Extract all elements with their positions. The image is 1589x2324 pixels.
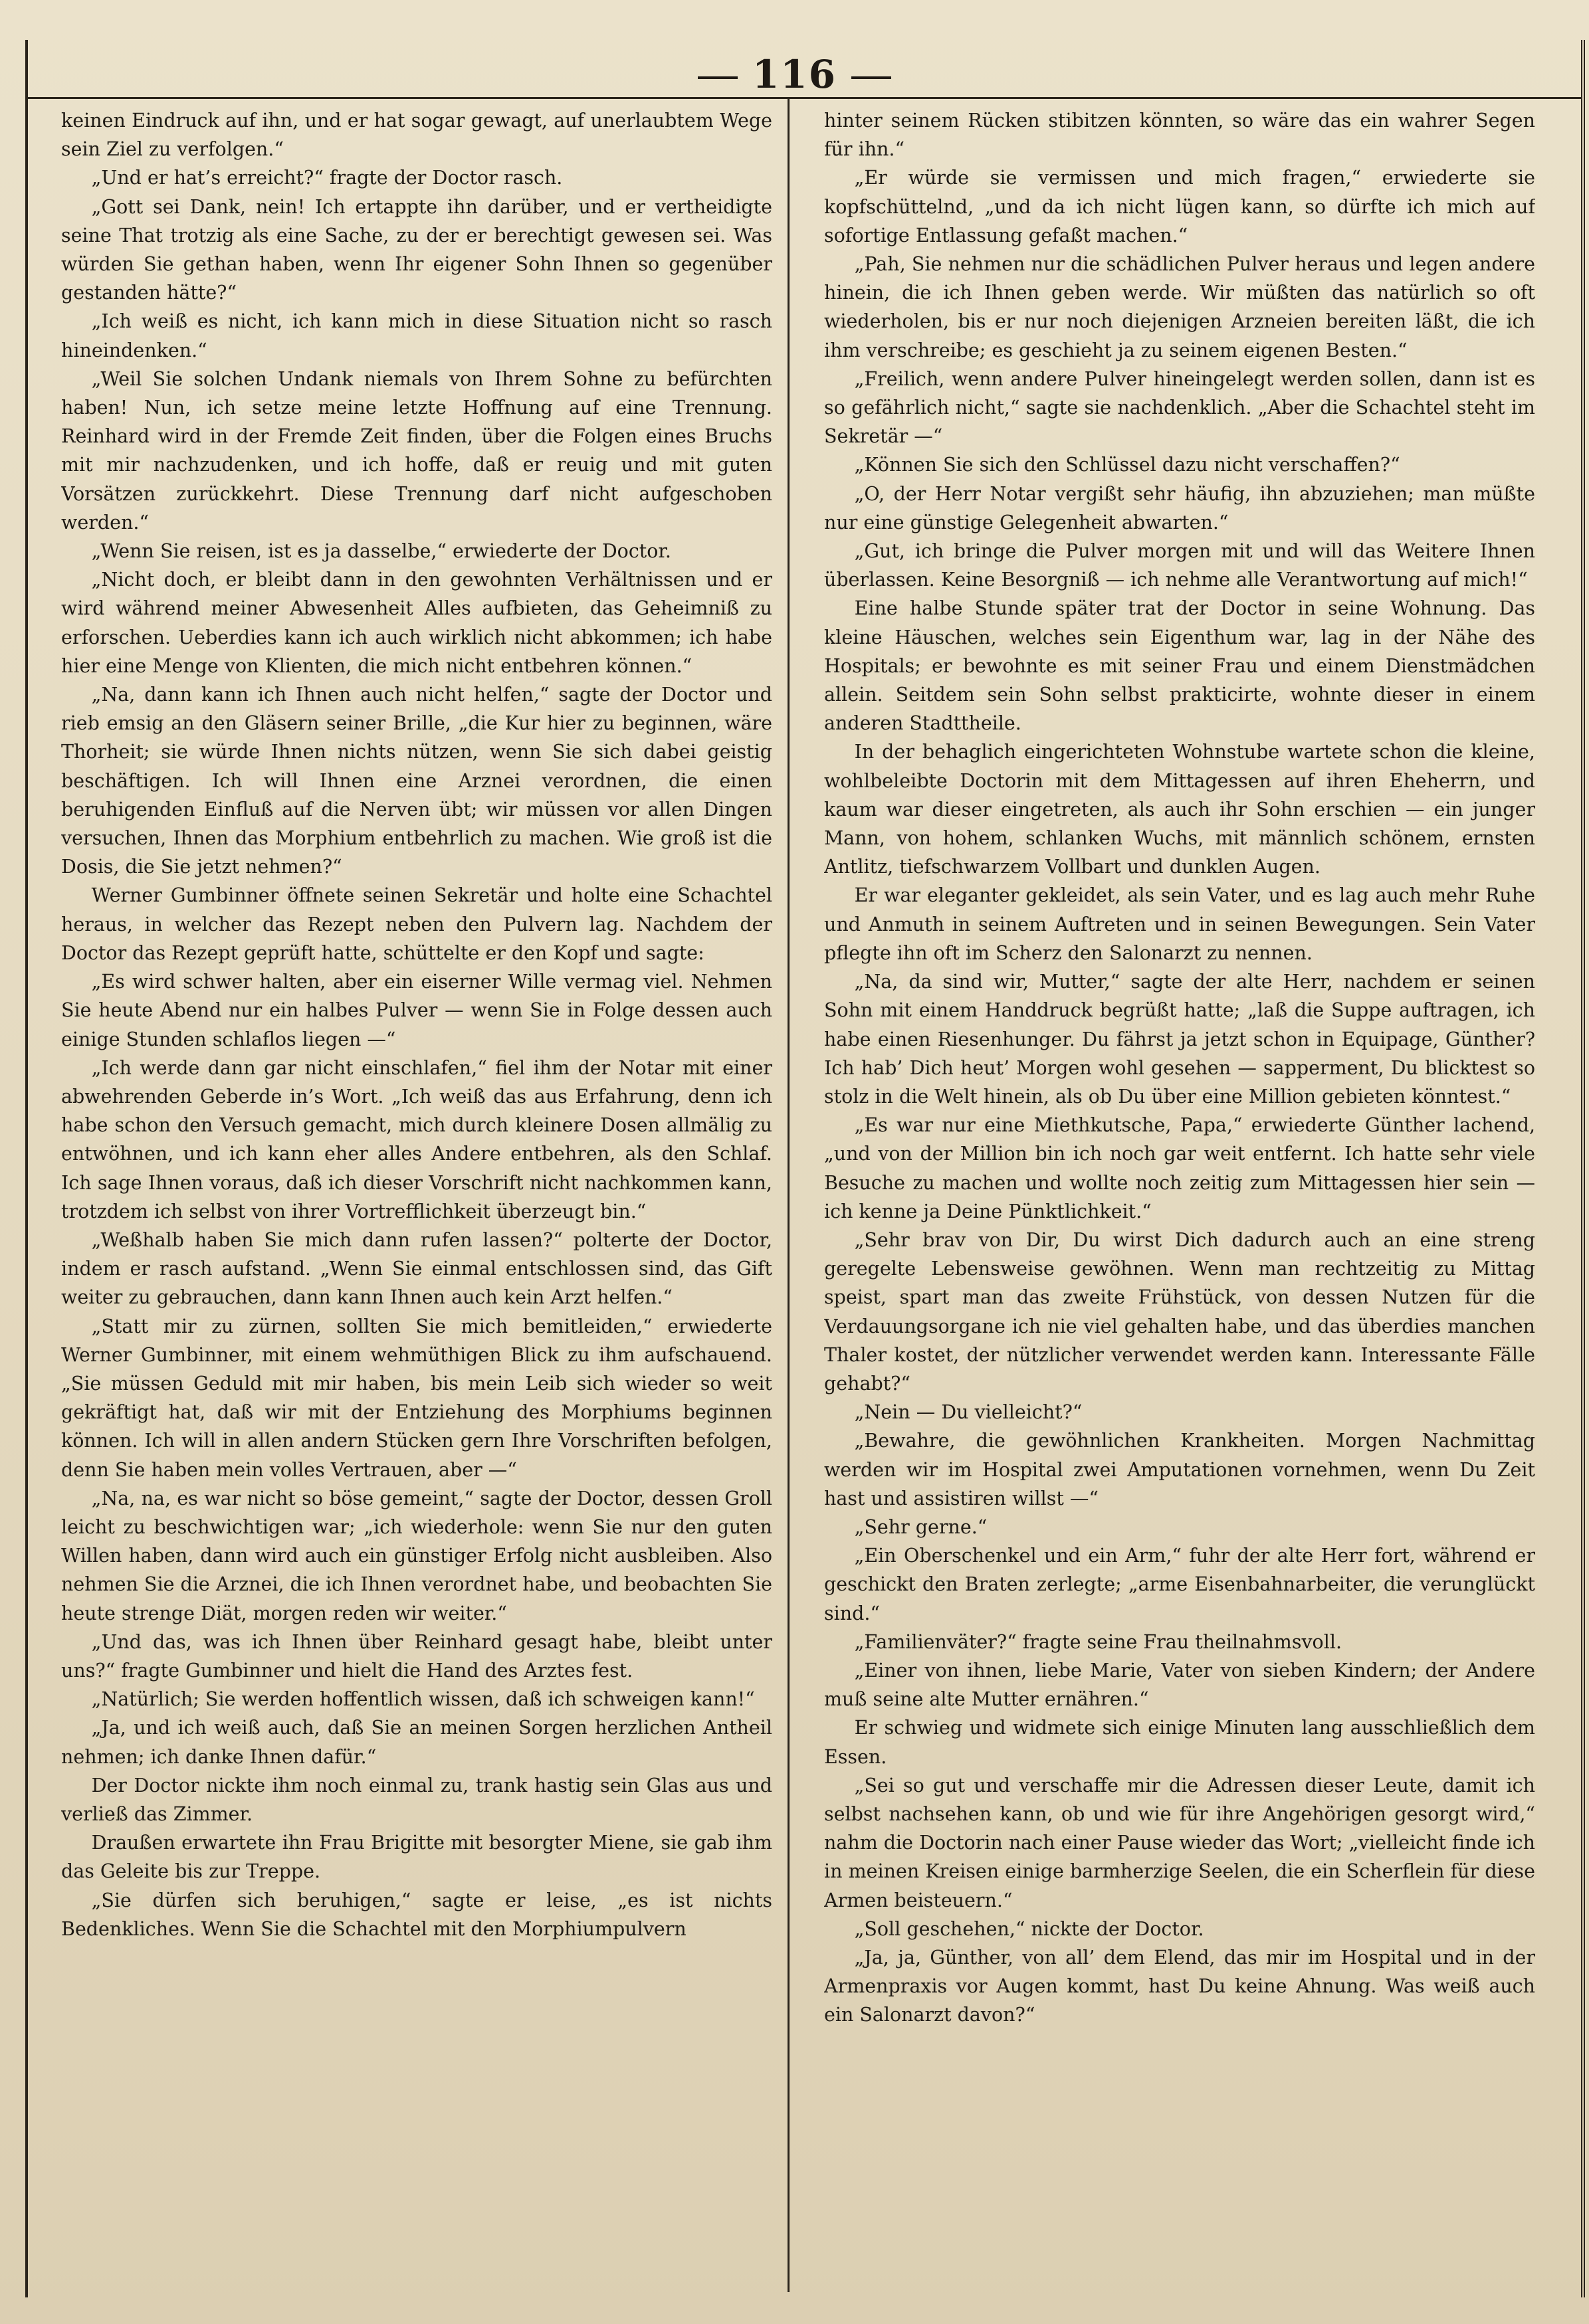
paragraph: „Natürlich; Sie werden hoffentlich wissen, daß ich schweigen kann!“ [91, 1688, 755, 1711]
paragraph: „Sie dürfen sich beruhigen,“ sagte er leise, „es ist nichts Bedenkliches. Wenn Sie die Schachtel mit den Morphiumpulvern [61, 1889, 772, 1940]
paragraph: „Weßhalb haben Sie mich dann rufen lassen?“ polterte der Doctor, indem er rasch aufstand. „Wenn Sie einmal entschlossen sind, das Gift weiter zu gebrauchen, dann kann Ihnen auch kein Arzt helfen.“ [61, 1228, 772, 1309]
right-column [824, 106, 1535, 2292]
header-dash-left [698, 76, 738, 79]
paragraph: „Und er hat’s erreicht?“ fragte der Doctor rasch. [91, 167, 563, 189]
paragraph: „O, der Herr Notar vergißt sehr häufig, ihn abzuziehen; man müßte nur eine günstige Gelegenheit abwarten.“ [824, 482, 1535, 533]
paragraph: „Ich werde dann gar nicht einschlafen,“ fiel ihm der Notar mit einer abwehrenden Geberde in’s Wort. „Ich weiß das aus Erfahrung, denn ich habe schon den Versuch gemacht, mich durch kleinere Dosen allmälig zu entwöhnen, und ich kann eher alles Andere entbehren, als den Schlaf. Ich sage Ihnen voraus, daß ich dieser Vorschrift nicht nachkommen kann, trotzdem ich selbst von ihrer Vortrefflichkeit überzeugt bin.“ [61, 1056, 772, 1222]
paragraph: „Sehr brav von Dir, Du wirst Dich dadurch auch an eine streng geregelte Lebensweise gewöhnen. Wenn man rechtzeitig zu Mittag speist, spart man das zweite Frühstück, von dessen Nutzen für die Verdauungsorgane ich nie viel gehalten habe, und das überdies manchen Thaler kostet, der nützlicher verwendet werden kann. Interessante Fälle gehabt?“ [824, 1228, 1535, 1395]
left-border-rule [25, 40, 28, 2297]
right-border-rule [1581, 40, 1585, 2297]
paragraph: Werner Gumbinner öffnete seinen Sekretär und holte eine Schachtel heraus, in welcher das Rezept neben den Pulvern lag. Nachdem der Doctor das Rezept geprüft hatte, schüttelte er den Kopf und sagte: [61, 884, 772, 964]
paragraph: Eine halbe Stunde später trat der Doctor in seine Wohnung. Das kleine Häuschen, welches sein Eigenthum war, lag in der Nähe des Hospitals; er bewohnte es mit seiner Frau und einem Dienstmädchen allein. Seitdem sein Sohn selbst prakticirte, wohnte dieser in einem anderen Stadttheile. [824, 597, 1535, 735]
paragraph: „Sei so gut und verschaffe mir die Adressen dieser Leute, damit ich selbst nachsehen kann, ob und wie für ihre Angehörigen gesorgt wird,“ nahm die Doctorin nach einer Pause wieder das Wort; „vielleicht finde ich in meinen Kreisen einige barmherzige Seelen, die ein Scherflein für diese Armen beisteuern.“ [824, 1774, 1535, 1911]
header-rule [25, 97, 1582, 99]
paragraph: „Na, na, es war nicht so böse gemeint,“ sagte der Doctor, dessen Groll leicht zu beschwichtigen war; „ich wiederhole: wenn Sie nur den guten Willen haben, dann wird auch ein günstiger Erfolg nicht ausbleiben. Also nehmen Sie die Arznei, die ich Ihnen verordnet habe, und beobachten Sie heute strenge Diät, morgen reden wir weiter.“ [61, 1487, 772, 1624]
paragraph: Der Doctor nickte ihm noch einmal zu, trank hastig sein Glas aus und verließ das Zimmer. [61, 1774, 772, 1825]
paragraph: Draußen erwartete ihn Frau Brigitte mit besorgter Miene, sie gab ihm das Geleite bis zur Treppe. [61, 1832, 772, 1883]
paragraph: „Einer von ihnen, liebe Marie, Vater von sieben Kindern; der Andere muß seine alte Mutter ernähren.“ [824, 1659, 1535, 1711]
paragraph: „Soll geschehen,“ nickte der Doctor. [854, 1917, 1204, 1940]
paragraph: „Freilich, wenn andere Pulver hineingelegt werden sollen, dann ist es so gefährlich nicht,“ sagte sie nachdenklich. „Aber die Schachtel steht im Sekretär —“ [824, 367, 1535, 448]
column-divider [788, 98, 790, 2292]
header-dash-right [851, 76, 891, 79]
paragraph: „Weil Sie solchen Undank niemals von Ihrem Sohne zu befürchten haben! Nun, ich setze meine letzte Hoffnung auf eine Trennung. Reinhard wird in der Fremde Zeit finden, über die Folgen eines Bruchs mit mir nachzudenken, und ich hoffe, daß er reuig und mit guten Vorsätzen zurückkehrt. Diese Trennung darf nicht aufgeschoben werden.“ [61, 367, 772, 533]
paragraph: „Ja, und ich weiß auch, daß Sie an meinen Sorgen herzlichen Antheil nehmen; ich danke Ihnen dafür.“ [61, 1717, 772, 1768]
page-header [0, 48, 1589, 101]
paragraph: keinen Eindruck auf ihn, und er hat sogar gewagt, auf unerlaubtem Wege sein Ziel zu verfolgen.“ [61, 110, 772, 161]
paragraph: „Ein Oberschenkel und ein Arm,“ fuhr der alte Herr fort, während er geschickt den Braten zerlegte; „arme Eisenbahnarbeiter, die verunglückt sind.“ [824, 1545, 1535, 1624]
paragraph: „Nicht doch, er bleibt dann in den gewohnten Verhältnissen und er wird während meiner Abwesenheit Alles aufbieten, das Geheimniß zu erforschen. Ueberdies kann ich auch wirklich nicht abkommen; ich habe hier eine Menge von Klienten, die mich nicht entbehren können.“ [61, 569, 772, 677]
paragraph: „Es wird schwer halten, aber ein eiserner Wille vermag viel. Nehmen Sie heute Abend nur ein halbes Pulver — wenn Sie in Folge dessen auch einige Stunden schlaflos liegen —“ [61, 971, 772, 1050]
left-column [61, 106, 772, 2292]
paragraph: „Na, da sind wir, Mutter,“ sagte der alte Herr, nachdem er seinen Sohn mit einem Handdruck begrüßt hatte; „laß die Suppe auftragen, ich habe einen Riesenhunger. Du fährst ja jetzt schon in Equipage, Günther? Ich hab’ Dich heut’ Morgen wohl gesehen — sapperment, Du blicktest so stolz in die Welt hinein, als ob Du über eine Million gebieten könntest.“ [824, 971, 1535, 1108]
paragraph: „Ich weiß es nicht, ich kann mich in diese Situation nicht so rasch hineindenken.“ [61, 310, 772, 361]
paragraph: Er schwieg und widmete sich einige Minuten lang ausschließlich dem Essen. [824, 1717, 1535, 1768]
paragraph: „Bewahre, die gewöhnlichen Krankheiten. Morgen Nachmittag werden wir im Hospital zwei Amputationen vornehmen, wenn Du Zeit hast und assistiren willst —“ [824, 1430, 1535, 1509]
paragraph: „Ja, ja, Günther, von all’ dem Elend, das mir im Hospital und in der Armenpraxis vor Augen kommt, hast Du keine Ahnung. Was weiß auch ein Salonarzt davon?“ [824, 1947, 1535, 2026]
paragraph: „Familienväter?“ fragte seine Frau theilnahmsvoll. [854, 1630, 1342, 1653]
paragraph: „Sehr gerne.“ [854, 1515, 988, 1538]
paragraph: Er war eleganter gekleidet, als sein Vater, und es lag auch mehr Ruhe und Anmuth in seinem Auftreten und in seinen Bewegungen. Sein Vater pflegte ihn oft im Scherz den Salonarzt zu nennen. [824, 884, 1535, 964]
paragraph: „Wenn Sie reisen, ist es ja dasselbe,“ erwiederte der Doctor. [91, 540, 671, 563]
paragraph: „Und das, was ich Ihnen über Reinhard gesagt habe, bleibt unter uns?“ fragte Gumbinner und hielt die Hand des Arztes fest. [61, 1630, 772, 1682]
paragraph: „Statt mir zu zürnen, sollten Sie mich bemitleiden,“ erwiederte Werner Gumbinner, mit einem wehmüthigen Blick zu ihm aufschauend. „Sie müssen Geduld mit mir haben, bis mein Leib sich wieder so weit gekräftigt hat, daß wir mit der Entziehung des Morphiums beginnen können. Ich will in allen andern Stücken gern Ihre Vorschriften befolgen, denn Sie haben mein volles Vertrauen, aber —“ [61, 1315, 772, 1481]
paragraph: „Gut, ich bringe die Pulver morgen mit und will das Weitere Ihnen überlassen. Keine Besorgniß — ich nehme alle Verantwortung auf mich!“ [824, 540, 1535, 591]
paragraph: „Er würde sie vermissen und mich fragen,“ erwiederte sie kopfschüttelnd, „und da ich nicht lügen kann, so dürfte ich mich auf sofortige Entlassung gefaßt machen.“ [824, 167, 1535, 246]
page-number: 116 [752, 52, 837, 97]
paragraph: „Na, dann kann ich Ihnen auch nicht helfen,“ sagte der Doctor und rieb emsig an den Gläsern seiner Brille, „die Kur hier zu beginnen, wäre Thorheit; sie würde Ihnen nichts nützen, wenn Sie sich dabei geistig beschäftigen. Ich will Ihnen eine Arznei verordnen, die einen beruhigenden Einfluß auf die Nerven übt; wir müssen vor allen Dingen versuchen, Ihnen das Morphium entbehrlich zu machen. Wie groß ist die Dosis, die Sie jetzt nehmen?“ [61, 684, 772, 878]
paragraph: „Nein — Du vielleicht?“ [854, 1401, 1083, 1424]
paragraph: hinter seinem Rücken stibitzen könnten, so wäre das ein wahrer Segen für ihn.“ [824, 110, 1535, 161]
paragraph: In der behaglich eingerichteten Wohnstube wartete schon die kleine, wohlbeleibte Doctorin mit dem Mittagessen auf ihren Eheherrn, und kaum war dieser eingetreten, als auch ihr Sohn erschien — ein junger Mann, von hohem, schlanken Wuchs, mit männlich schönem, ernsten Antlitz, tiefschwarzem Vollbart und dunklen Augen. [824, 741, 1535, 878]
paragraph: „Pah, Sie nehmen nur die schädlichen Pulver heraus und legen andere hinein, die ich Ihnen geben werde. Wir müßten das natürlich so oft wiederholen, bis er nur noch diejenigen Arzneien bereiten läßt, die ich ihm verschreibe; es geschieht ja zu seinem eigenen Besten.“ [824, 253, 1535, 361]
paragraph: „Können Sie sich den Schlüssel dazu nicht verschaffen?“ [854, 454, 1400, 476]
paragraph: „Gott sei Dank, nein! Ich ertappte ihn darüber, und er vertheidigte seine That trotzig als eine Sache, zu der er berechtigt gewesen sei. Was würden Sie gethan haben, wenn Ihr eigener Sohn Ihnen so gegenüber gestanden hätte?“ [61, 195, 772, 304]
paragraph: „Es war nur eine Miethkutsche, Papa,“ erwiederte Günther lachend, „und von der Million bin ich noch gar weit entfernt. Ich hatte sehr viele Besuche zu machen und wollte noch zeitig zum Mittagessen hier sein — ich kenne ja Deine Pünktlichkeit.“ [824, 1114, 1535, 1222]
